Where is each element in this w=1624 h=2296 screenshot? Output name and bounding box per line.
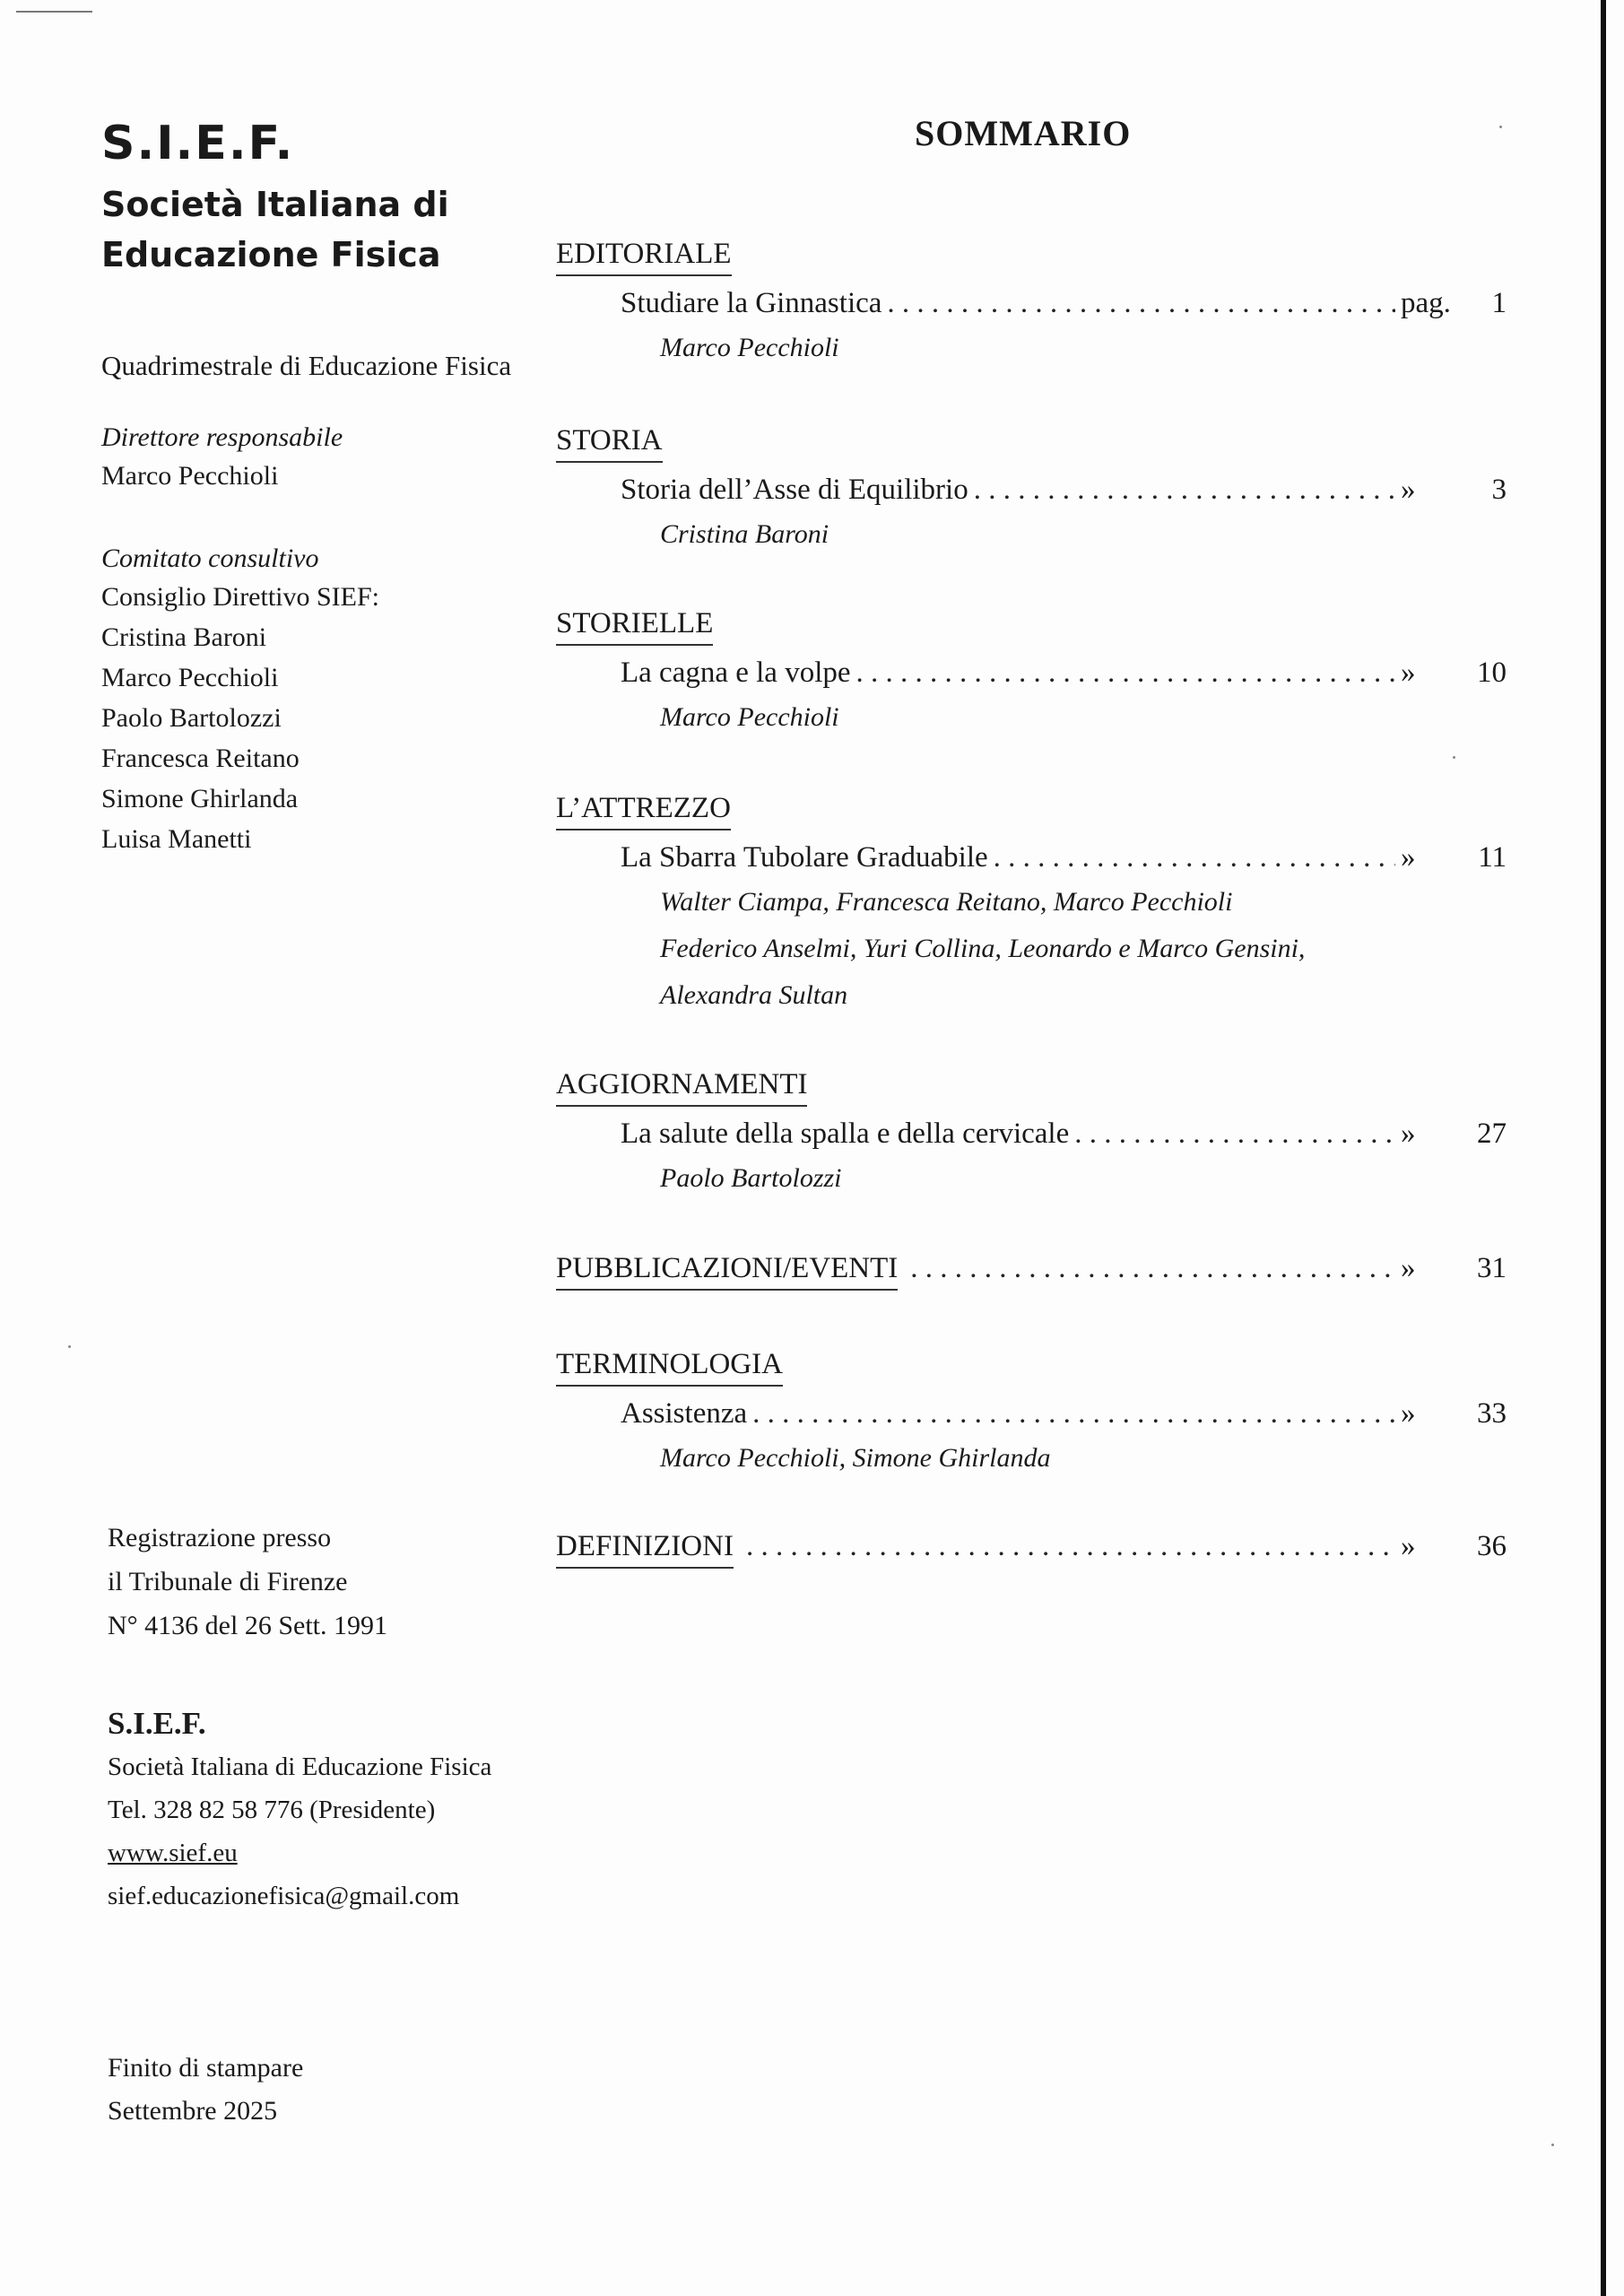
toc-section-storielle	[556, 604, 1507, 741]
committee-member: Cristina Baroni	[101, 622, 267, 652]
entry-authors: Cristina Baroni	[660, 519, 829, 549]
director-role: Direttore responsabile	[101, 422, 343, 452]
entry-authors: Federico Anselmi, Yuri Collina, Leonardo e Marco Gensini,	[660, 934, 1306, 963]
entry-page-label: pag.	[1401, 287, 1451, 319]
entry-authors: Paolo Bartolozzi	[660, 1163, 842, 1193]
toc-entry[interactable]	[621, 1112, 1507, 1155]
toc-heading: SOMMARIO	[915, 113, 1132, 153]
toc-section-aggiornamenti	[556, 1065, 1507, 1202]
committee-member: Luisa Manetti	[101, 824, 252, 854]
section-title: STORIA	[556, 422, 663, 463]
section-title: L’ATTREZZO	[556, 789, 731, 831]
toc-entry[interactable]	[621, 651, 1507, 694]
org-abbreviation: S.I.E.F.	[101, 117, 295, 170]
leader-dots	[887, 282, 1395, 325]
printing-line: Finito di stampare	[108, 2053, 304, 2083]
director-name: Marco Pecchioli	[101, 461, 279, 491]
entry-page-number: 3	[1491, 474, 1507, 506]
scan-speck	[1499, 126, 1502, 128]
leader-dots	[752, 1392, 1395, 1435]
entry-title: La salute della spalla e della cervicale	[621, 1118, 1070, 1150]
contact-name: Società Italiana di Educazione Fisica	[108, 1752, 492, 1781]
entry-authors: Alexandra Sultan	[660, 980, 848, 1010]
section-title: TERMINOLOGIA	[556, 1345, 783, 1387]
entry-authors: Marco Pecchioli	[660, 702, 839, 732]
contact-email[interactable]: sief.educazionefisica@gmail.com	[108, 1882, 460, 1910]
committee-member: Consiglio Direttivo SIEF:	[101, 582, 380, 612]
toc-section-attrezzo	[556, 789, 1507, 1019]
entry-page-label: »	[1401, 1118, 1416, 1150]
entry-page-label: »	[1401, 1252, 1416, 1284]
toc-entry[interactable]	[621, 282, 1507, 325]
toc-section-terminologia	[556, 1345, 1507, 1482]
org-name-line1: Società Italiana di	[101, 185, 449, 224]
toc-entry[interactable]	[621, 468, 1507, 511]
entry-page-number: 33	[1477, 1397, 1507, 1430]
leader-dots	[746, 1525, 1395, 1568]
entry-page-label: »	[1401, 474, 1416, 506]
registration-line: Registrazione presso	[108, 1523, 332, 1552]
contact-phone: Tel. 328 82 58 776 (Presidente)	[108, 1796, 436, 1824]
registration-info	[108, 1516, 387, 1648]
scan-top-line	[16, 11, 92, 13]
committee-member: Francesca Reitano	[101, 744, 300, 773]
toc-section-editoriale	[556, 235, 1507, 371]
section-title: AGGIORNAMENTI	[556, 1065, 807, 1107]
committee-member: Simone Ghirlanda	[101, 784, 299, 813]
entry-title: La Sbarra Tubolare Graduabile	[621, 841, 988, 874]
entry-page-number: 31	[1477, 1252, 1507, 1284]
scan-speck	[1551, 2144, 1554, 2146]
toc-entry[interactable]	[621, 1392, 1507, 1435]
entry-title: Studiare la Ginnastica	[621, 287, 882, 319]
scan-speck	[1453, 756, 1455, 759]
printing-line: Settembre 2025	[108, 2096, 278, 2126]
section-title: STORIELLE	[556, 604, 713, 646]
committee-block	[101, 541, 568, 859]
committee-role: Comitato consultivo	[101, 544, 319, 573]
entry-page-number: 27	[1477, 1118, 1507, 1150]
org-name-line2: Educazione Fisica	[101, 235, 441, 274]
website-link[interactable]: www.sief.eu	[108, 1839, 238, 1867]
entry-page-label: »	[1401, 1397, 1416, 1430]
publication-type: Quadrimestrale di Educazione Fisica	[101, 350, 512, 381]
entry-page-number: 1	[1491, 287, 1507, 319]
toc-section-pubblicazioni[interactable]	[556, 1247, 1507, 1291]
section-title: PUBBLICAZIONI/EVENTI	[556, 1249, 898, 1291]
section-title: DEFINIZIONI	[556, 1527, 734, 1569]
entry-authors: Marco Pecchioli	[660, 333, 839, 362]
entry-page-label: »	[1401, 657, 1416, 689]
registration-line: N° 4136 del 26 Sett. 1991	[108, 1611, 387, 1640]
section-title: EDITORIALE	[556, 235, 732, 276]
entry-authors: Walter Ciampa, Francesca Reitano, Marco Pecchioli	[660, 887, 1233, 917]
toc-section-storia	[556, 422, 1507, 558]
org-name	[101, 179, 568, 280]
entry-authors: Marco Pecchioli, Simone Ghirlanda	[660, 1443, 1051, 1473]
committee-member: Paolo Bartolozzi	[101, 703, 282, 733]
entry-page-number: 10	[1477, 657, 1507, 689]
contact-block	[108, 1702, 610, 1918]
entry-page-number: 11	[1478, 841, 1507, 874]
registration-line: il Tribunale di Firenze	[108, 1567, 348, 1596]
entry-page-label: »	[1401, 841, 1416, 874]
leader-dots	[994, 836, 1395, 879]
entry-title: Storia dell’Asse di Equilibrio	[621, 474, 968, 506]
committee-member: Marco Pecchioli	[101, 663, 279, 692]
toc-entry[interactable]	[621, 836, 1507, 879]
masthead	[101, 115, 568, 859]
entry-page-label: »	[1401, 1530, 1416, 1562]
leader-dots	[974, 468, 1395, 511]
contact-title: S.I.E.F.	[108, 1706, 206, 1741]
leader-dots	[1074, 1112, 1395, 1155]
leader-dots	[856, 651, 1395, 694]
director-block	[101, 420, 568, 496]
scan-page-edge	[1601, 0, 1606, 2296]
entry-title: La cagna e la volpe	[621, 657, 851, 689]
entry-page-number: 36	[1477, 1530, 1507, 1562]
toc-section-definizioni[interactable]	[556, 1525, 1507, 1569]
leader-dots	[910, 1247, 1395, 1290]
scan-speck	[68, 1345, 71, 1348]
printing-info	[108, 2047, 303, 2133]
entry-title: Assistenza	[621, 1397, 748, 1430]
